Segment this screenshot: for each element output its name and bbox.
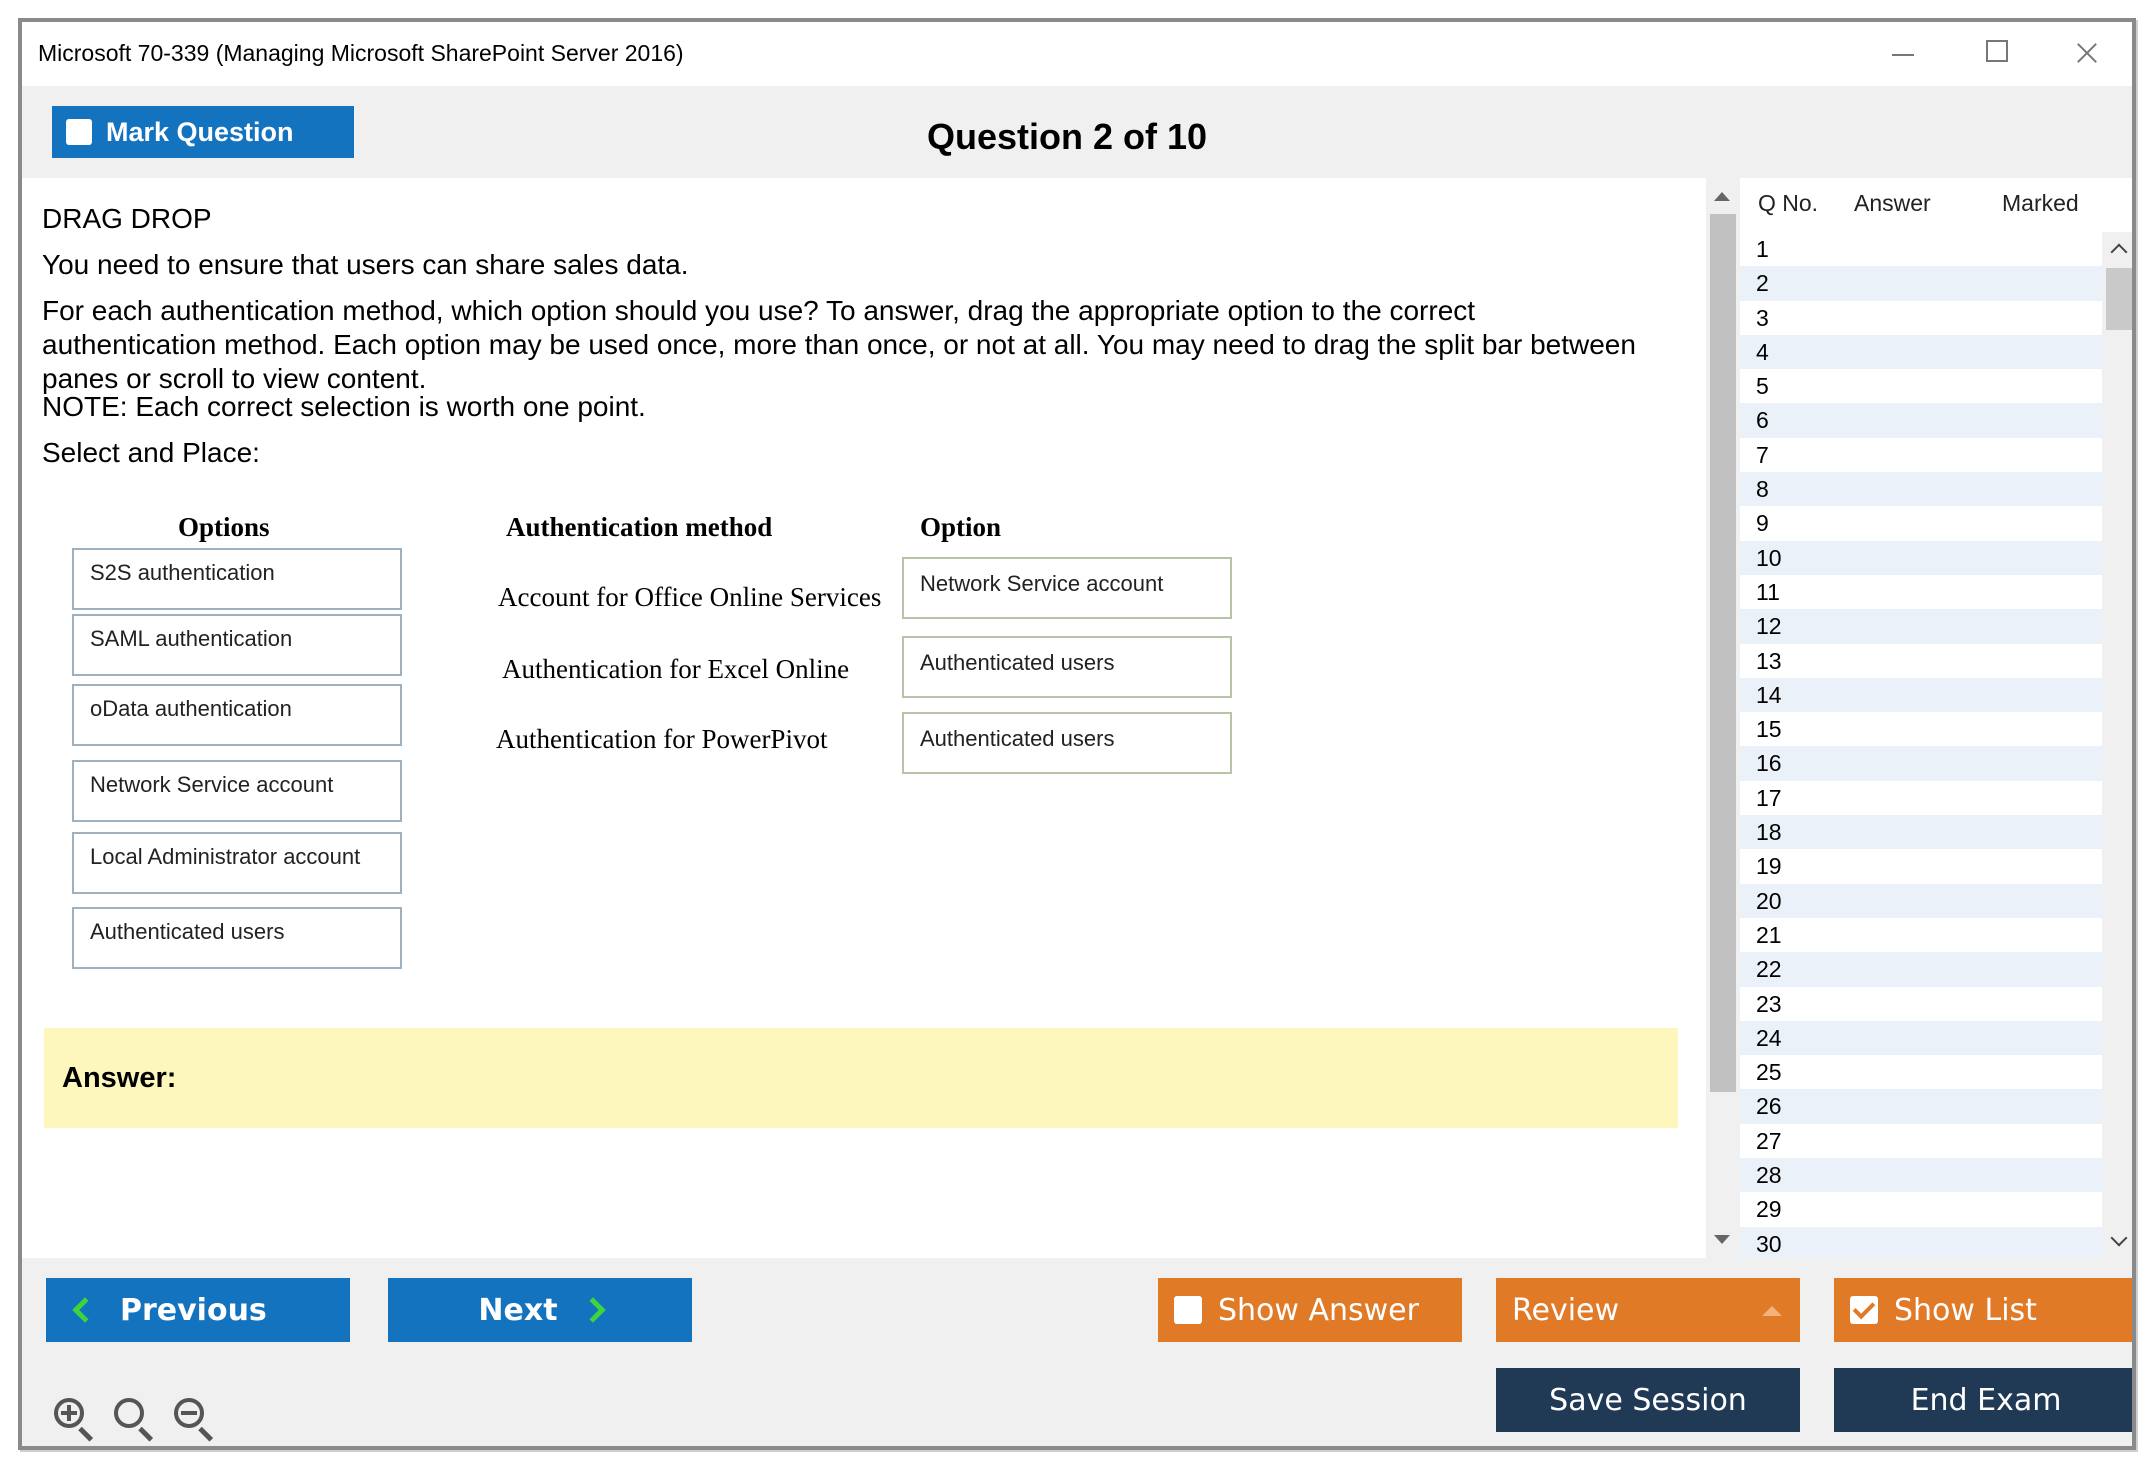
review-label: Review (1512, 1292, 1620, 1328)
answer-slot-excel-online[interactable]: Authenticated users (902, 636, 1232, 698)
options-heading: Options (178, 512, 270, 542)
question-list-row[interactable]: 7 (1756, 441, 1769, 468)
show-list-label: Show List (1894, 1292, 2037, 1328)
question-list-row[interactable]: 9 (1756, 510, 1769, 537)
option-saml-authentication[interactable]: SAML authentication (72, 614, 402, 676)
question-list-row[interactable]: 22 (1740, 952, 2102, 986)
question-list-row[interactable]: 17 (1756, 784, 1782, 811)
window-title: Microsoft 70-339 (Managing Microsoft SharePoint Server 2016) (38, 40, 684, 66)
next-label: Next (478, 1292, 558, 1328)
question-list-row[interactable]: 29 (1756, 1196, 1782, 1223)
question-list-row[interactable]: 2 (1740, 266, 2102, 300)
show-answer-label: Show Answer (1218, 1292, 1419, 1328)
save-session-button[interactable] (1496, 1368, 1800, 1432)
mark-question-button[interactable] (52, 106, 354, 158)
scroll-up-arrow-icon[interactable] (1714, 192, 1730, 201)
column-q-no[interactable]: Q No. (1758, 190, 1819, 216)
question-scrollbar[interactable] (1706, 178, 1740, 1258)
zoom-out-icon[interactable] (172, 1396, 216, 1440)
question-list-row[interactable]: 4 (1740, 335, 2102, 369)
answer-slot-office-online[interactable]: Network Service account (902, 557, 1232, 619)
question-list-row[interactable]: 14 (1740, 678, 2102, 712)
question-list (1740, 232, 2102, 1261)
question-list-row[interactable]: 1 (1756, 236, 1769, 262)
question-list-row[interactable]: 18 (1740, 815, 2102, 849)
answer-section (44, 1028, 1678, 1128)
question-list-row[interactable]: 11 (1756, 578, 1780, 605)
zoom-in-icon[interactable] (52, 1396, 96, 1440)
minimize-button[interactable] (1872, 32, 1932, 72)
question-list-row[interactable]: 24 (1740, 1021, 2102, 1055)
auth-method-office-online: Account for Office Online Services (498, 582, 882, 612)
end-exam-button[interactable] (1834, 1368, 2136, 1432)
question-list-header (1740, 178, 2112, 226)
scroll-thumb[interactable] (1710, 214, 1736, 1092)
question-list-row[interactable]: 27 (1756, 1127, 1782, 1154)
column-answer[interactable]: Answer (1854, 190, 1931, 216)
scroll-down-arrow-icon[interactable] (1714, 1235, 1730, 1244)
review-button[interactable] (1496, 1278, 1800, 1342)
option-s2s-authentication[interactable]: S2S authentication (72, 548, 402, 610)
auth-method-excel-online: Authentication for Excel Online (502, 654, 850, 684)
chevron-right-icon (580, 1297, 605, 1322)
question-list-row[interactable]: 20 (1740, 884, 2102, 918)
question-list-scroll-thumb[interactable] (2106, 268, 2132, 330)
option-authenticated-users[interactable]: Authenticated users (72, 907, 402, 969)
question-list-panel (1740, 178, 2136, 1258)
question-list-row[interactable]: 13 (1756, 647, 1782, 674)
question-type: DRAG DROP (42, 203, 212, 234)
previous-label: Previous (120, 1292, 267, 1328)
question-counter: Question 2 of 10 (927, 116, 1208, 157)
zoom-reset-icon[interactable] (112, 1396, 156, 1440)
question-note: NOTE: Each correct selection is worth one point. (42, 391, 646, 422)
chevron-left-icon (72, 1297, 97, 1322)
answer-slot-powerpivot[interactable]: Authenticated users (902, 712, 1232, 774)
close-button[interactable] (2056, 32, 2116, 72)
option-network-service-account[interactable]: Network Service account (72, 760, 402, 822)
question-list-row[interactable]: 26 (1740, 1089, 2102, 1123)
previous-button[interactable] (46, 1278, 350, 1342)
auth-method-heading: Authentication method (506, 512, 773, 542)
mark-question-label: Mark Question (106, 116, 294, 147)
select-and-place-label: Select and Place: (42, 437, 260, 468)
question-header (22, 86, 2132, 178)
title-bar (22, 22, 2132, 86)
next-button[interactable] (388, 1278, 692, 1342)
option-odata-authentication[interactable]: oData authentication (72, 684, 402, 746)
maximize-button[interactable] (1964, 32, 2024, 72)
question-list-row[interactable]: 12 (1740, 609, 2102, 643)
question-list-row[interactable]: 6 (1740, 403, 2102, 437)
question-list-row[interactable]: 28 (1740, 1158, 2102, 1192)
question-list-row[interactable]: 10 (1740, 541, 2102, 575)
question-list-row[interactable]: 16 (1740, 746, 2102, 780)
checkbox-icon (1174, 1296, 1202, 1324)
question-list-row[interactable]: 5 (1756, 373, 1769, 400)
footer-toolbar (22, 1258, 2132, 1450)
question-list-row[interactable]: 25 (1756, 1059, 1782, 1086)
question-list-row[interactable]: 3 (1756, 304, 1769, 331)
show-list-button[interactable] (1834, 1278, 2136, 1342)
question-instruction: For each authentication method, which option should you use? To answer, drag the appropriate option to the correct authentication method. Each option may be used once, more than once, or not at all. You may need to drag the split bar between panes or scroll to view content. (42, 295, 1636, 394)
caret-up-icon (1762, 1306, 1782, 1316)
question-list-row[interactable]: 8 (1740, 472, 2102, 506)
question-list-row[interactable]: 21 (1756, 921, 1782, 948)
question-list-row[interactable]: 23 (1756, 990, 1782, 1017)
checkbox-icon (66, 119, 92, 145)
question-list-row[interactable]: 30 (1740, 1227, 2102, 1261)
end-exam-label: End Exam (1910, 1382, 2062, 1418)
question-list-row[interactable]: 15 (1756, 716, 1782, 743)
option-heading: Option (920, 512, 1002, 542)
column-marked[interactable]: Marked (2002, 190, 2079, 216)
exam-window (18, 18, 2136, 1450)
question-list-row[interactable]: 19 (1756, 853, 1782, 880)
chevron-up-icon[interactable] (2111, 244, 2128, 261)
checkbox-checked-icon (1850, 1296, 1878, 1324)
auth-method-powerpivot: Authentication for PowerPivot (496, 724, 828, 754)
question-scenario: You need to ensure that users can share sales data. (42, 249, 689, 280)
answer-label: Answer: (62, 1062, 177, 1094)
chevron-down-icon[interactable] (2111, 1230, 2128, 1247)
save-session-label: Save Session (1549, 1382, 1747, 1418)
show-answer-button[interactable] (1158, 1278, 1462, 1342)
option-local-administrator-account[interactable]: Local Administrator account (72, 832, 402, 894)
question-list-scrollbar[interactable] (2102, 232, 2136, 1258)
